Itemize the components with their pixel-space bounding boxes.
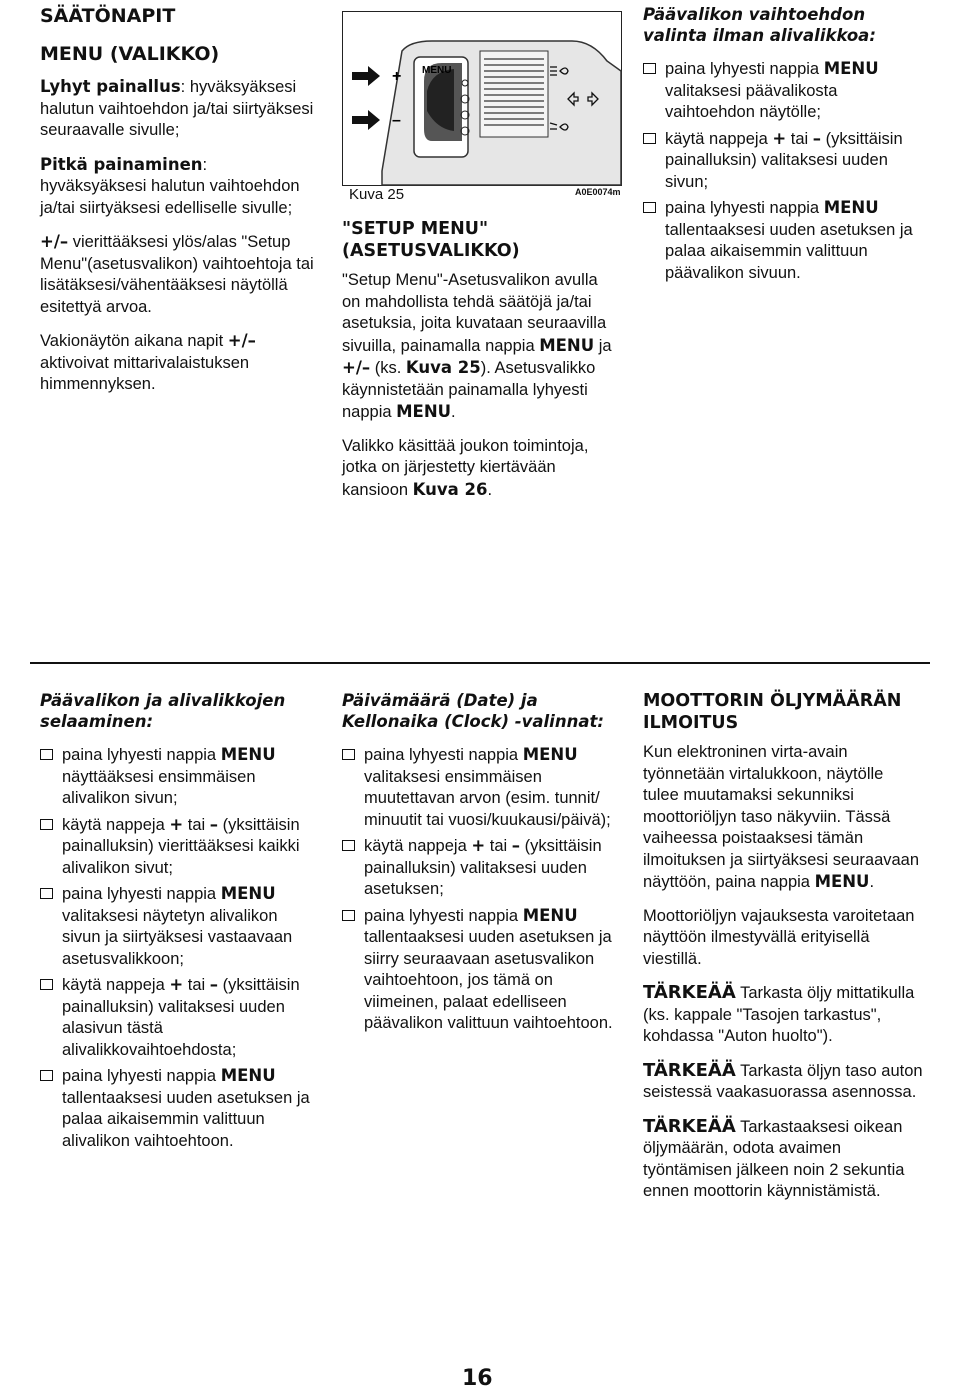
checkbox-bullet-icon xyxy=(40,979,53,990)
oil-level-heading: MOOTTORIN ÖLJYMÄÄRÄN ILMOITUS xyxy=(643,691,902,733)
paragraph-long-press: Pitkä painaminen: hyväksyäksesi halutun vaihtoehdon ja/tai siirtyäksesi edelliselle sivulle; xyxy=(40,154,300,217)
control-panel-figure xyxy=(342,11,622,191)
right-column xyxy=(643,4,923,288)
oil-level-paragraph: Kun elektroninen virta-avain työnnetään virtalukkoon, näytölle tulee muutamaksi sekunniksi moottoriöljyn taso näkyviin. Tässä vaiheessa poistaaksesi tämän ilmoituksen ja siirtyäksesi seuraavaan näyttöön, paina nappia MENU. xyxy=(643,743,920,891)
bottom-mid-column xyxy=(342,690,620,1039)
paragraph-plus-minus: +/– vierittääksesi ylös/alas "Setup Menu"(asetusvalikon) vaihtoehtoja tai lisätäksesi/vähentääksesi näytöllä esitettyä arvoa. xyxy=(40,232,314,316)
setup-menu-paragraph: "Setup Menu"-Asetusvalikon avulla on mahdollista tehdä säätöjä ja/tai asetuksia, joita kuvataan seuraavilla sivuilla, painamalla nappia MENU ja +/– (ks. Kuva 25). Asetusvalikko käynnistetään painamalla lyhyesti nappia MENU. xyxy=(342,271,612,421)
bottom-right-column xyxy=(643,690,923,1215)
vent-grille xyxy=(480,51,548,137)
date-clock-heading: Päivämäärä (Date) ja Kellonaika (Clock) -valinnat: xyxy=(342,691,604,731)
important-note: TÄRKEÄÄ Tarkasta öljy mittatikulla (ks. kappale "Tasojen tarkastus", kohdassa "Auton huolto"). xyxy=(643,982,915,1045)
page-number: 16 xyxy=(462,1366,493,1391)
figure-code: A0E0074m xyxy=(575,187,621,197)
main-menu-heading: Päävalikon vaihtoehdon valinta ilman alivalikkoa: xyxy=(643,5,876,45)
menu-label: MENU xyxy=(422,65,452,76)
checkbox-bullet-icon xyxy=(643,63,656,74)
oil-warning-paragraph: Moottoriöljyn vajauksesta varoitetaan näyttöön ilmestyvällä erityisellä viestillä. xyxy=(643,906,915,968)
checkbox-bullet-icon xyxy=(342,910,355,921)
bottom-left-column xyxy=(40,690,318,1156)
checkbox-bullet-icon xyxy=(643,202,656,213)
navigation-heading: Päävalikon ja alivalikkojen selaaminen: xyxy=(40,691,286,731)
checkbox-bullet-icon xyxy=(40,819,53,830)
figure-caption: Kuva 25 xyxy=(349,186,405,203)
left-column xyxy=(40,4,318,408)
list-item: käytä nappeja + tai – (yksittäisin painalluksin) valitaksesi uuden sivun; xyxy=(643,128,923,194)
list-item: paina lyhyesti nappia MENU valitaksesi näytetyn alivalikon sivun ja siirtyäksesi vastaavaan asetusvalikkoon; xyxy=(40,883,318,970)
divider xyxy=(30,662,930,664)
list-item: käytä nappeja + tai – (yksittäisin painalluksin) vierittääksesi kaikki alivalikon sivut; xyxy=(40,814,318,880)
checkbox-bullet-icon xyxy=(342,749,355,760)
important-note: TÄRKEÄÄ Tarkastaaksesi oikean öljymäärän, odota avaimen työntämisen jälkeen noin 2 sekuntia ennen moottorin käynnistämistä. xyxy=(643,1115,905,1200)
list-item: käytä nappeja + tai – (yksittäisin painalluksin) valitaksesi uuden asetuksen; xyxy=(342,835,620,901)
plus-label: + xyxy=(392,68,402,85)
checkbox-bullet-icon xyxy=(40,749,53,760)
menu-folder-paragraph: Valikko käsittää joukon toimintoja, jotka on järjestetty kiertävään kansioon Kuva 26. xyxy=(342,436,589,499)
list-item: paina lyhyesti nappia MENU tallentaaksesi uuden asetuksen ja palaa aikaisemmin valittuun päävalikon sivuun. xyxy=(643,197,923,284)
paragraph-dimming: Vakionäytön aikana napit +/– aktivoivat mittarivalaistuksen himmennyksen. xyxy=(40,331,256,393)
checkbox-bullet-icon xyxy=(342,840,355,851)
paragraph-short-press: Lyhyt painallus: hyväksyäksesi halutun vaihtoehdon ja/tai siirtyäksesi seuraavalle sivulle; xyxy=(40,77,314,139)
list-item: paina lyhyesti nappia MENU tallentaaksesi uuden asetuksen ja siirry seuraavaan asetusvalikon vaihtoehtoon, jos tämä on viimeinen, palaat edelliseen päävalikon valittuun vaihtoehtoon. xyxy=(342,905,620,1035)
list-item: paina lyhyesti nappia MENU tallentaaksesi uuden asetuksen ja palaa aikaisemmin valittuun alivalikon vaihtoehtoon. xyxy=(40,1065,318,1152)
minus-label: – xyxy=(392,112,401,129)
checkbox-bullet-icon xyxy=(643,133,656,144)
control-panel-illustration xyxy=(342,11,622,191)
checkbox-bullet-icon xyxy=(40,888,53,899)
list-item: paina lyhyesti nappia MENU valitaksesi ensimmäisen muutettavan arvon (esim. tunnit/ minuutit tai vuosi/kuukausi/päivä); xyxy=(342,744,620,831)
list-item: paina lyhyesti nappia MENU valitaksesi päävalikosta vaihtoehdon näytölle; xyxy=(643,58,923,124)
checkbox-bullet-icon xyxy=(40,1070,53,1081)
section-subtitle: MENU (VALIKKO) xyxy=(40,43,220,65)
mid-column xyxy=(342,218,620,513)
list-item: käytä nappeja + tai – (yksittäisin painalluksin) valitaksesi uuden alasivun tästä alivalikkovaihtoehdosta; xyxy=(40,974,318,1061)
setup-menu-heading: "SETUP MENU" (ASETUSVALIKKO) xyxy=(342,219,520,261)
important-note: TÄRKEÄÄ Tarkasta öljyn taso auton seistessä vaakasuorassa asennossa. xyxy=(643,1059,923,1101)
list-item: paina lyhyesti nappia MENU näyttääksesi ensimmäisen alivalikon sivun; xyxy=(40,744,318,810)
section-title: SÄÄTÖNAPIT xyxy=(40,5,176,27)
